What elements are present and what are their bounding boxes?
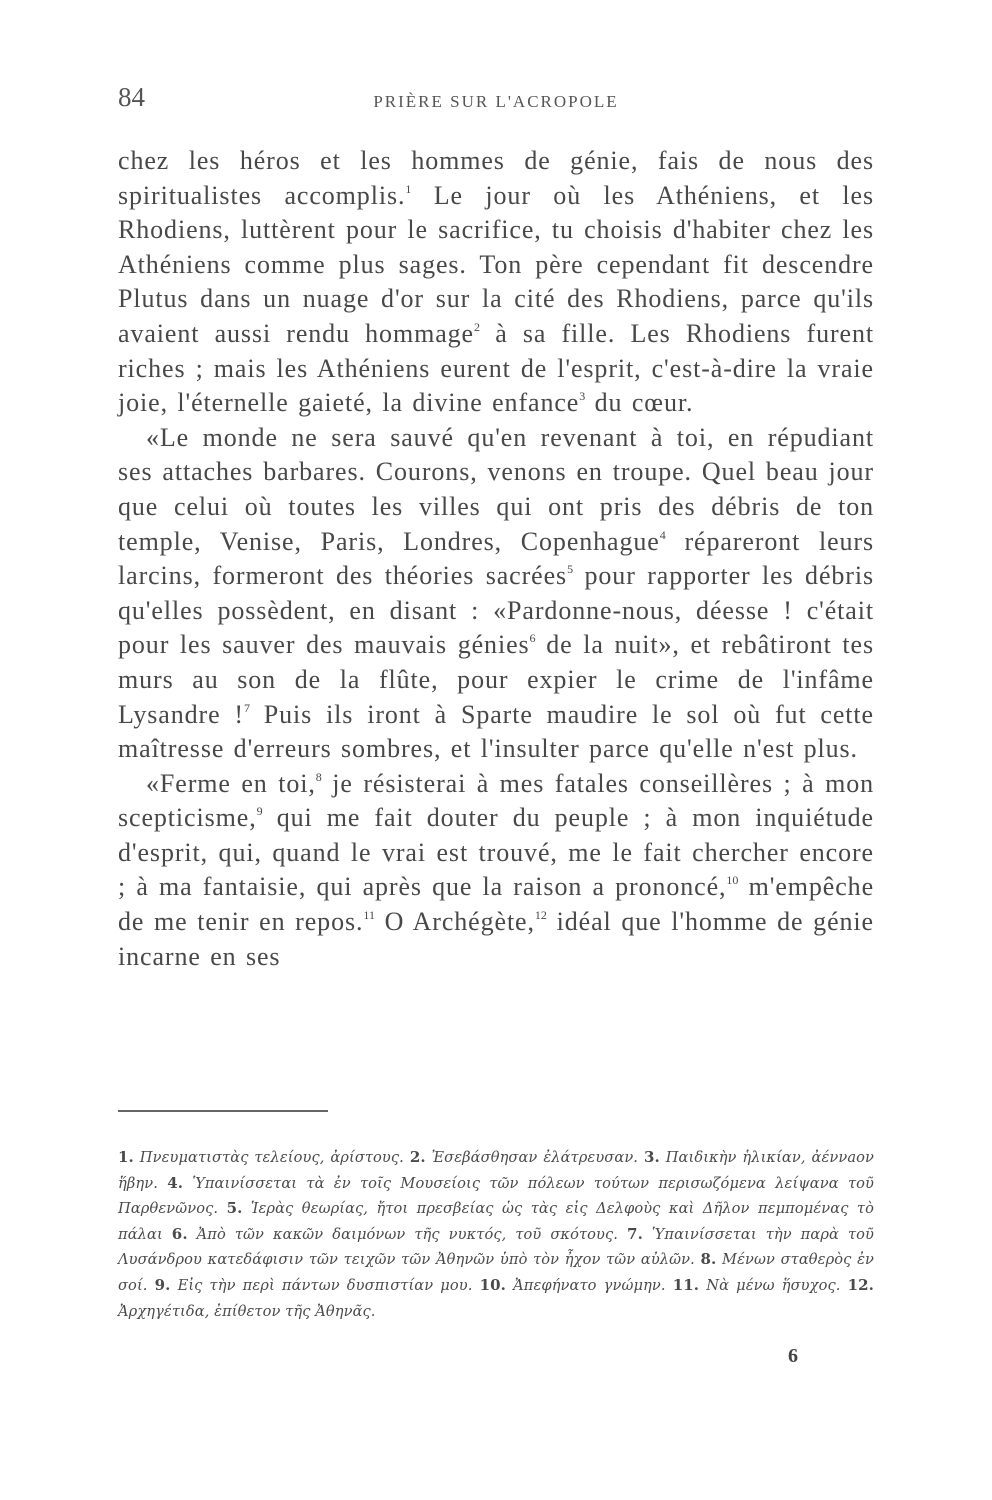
footnote-ref: 10 — [726, 873, 739, 888]
footnote-ref: 2 — [474, 319, 480, 334]
footnote: 2. Ἐσεβάσθησαν ἐλάτρευσαν. — [409, 1148, 644, 1166]
paragraph: chez les héros et les hommes de génie, fais de nous des spiritualistes accomplis.$^1$ Le jour où les Athéniens, et les Rhodiens, luttèrent pour le sacrifice, tu choisis d'habiter chez les Athéniens comme plus sages. Ton père cependant fit descendre Plutus dans un nuage d'or sur la cité des Rhodiens, parce qu'ils avaient aussi rendu hommage$^2$ à sa fille. Les Rhodiens furent riches ; mais les Athéniens eurent de l'esprit, c'est-à-dire la vraie joie, l'éternelle gaieté, la divine enfance$^3$ du cœur. — [118, 146, 875, 418]
footnote-ref: 3 — [579, 389, 586, 404]
footnote: 1. Πνευματιστὰς τελείους, ἀρίστους. — [118, 1148, 410, 1166]
footnotes — [118, 1145, 874, 1324]
footnote: 5. Ἱερὰς θεωρίας, ἤτοι πρεσβείας ὡς τὰς εἰς Δελφοὺς καὶ Δῆλον πεμπομένας τὸ πάλαι — [118, 1199, 874, 1243]
page-header — [118, 82, 874, 122]
footnote: 8. Μένων σταθερὸς ἐν σοί. — [118, 1250, 874, 1294]
footnote: 4. Ὑπαινίσσεται τὰ ἐν τοῖς Μουσείοις τῶν πόλεων τούτων περισωζόμενα λείψανα τοῦ Παρθενῶνος. — [118, 1173, 874, 1218]
footnote: 7. Ὑπαινίσσεται τὴν παρὰ τοῦ Λυσάνδρου κατεδάφισιν τῶν τειχῶν τῶν Ἀθηνῶν ὑπὸ τὸν ἦχον τῶν αὐλῶν. — [118, 1224, 874, 1269]
footnote: 6. Ἀπὸ τῶν κακῶν δαιμόνων τῆς νυκτός, τοῦ σκότους. — [171, 1224, 628, 1243]
footnote-ref: 12 — [534, 908, 547, 923]
footnote: 11. Νὰ μένω ἥσυχος. — [672, 1275, 848, 1294]
footnote-ref: 8 — [315, 769, 322, 784]
footnote: 3. Παιδικὴν ἡλικίαν, ἀέννaον ἥβην. — [118, 1148, 874, 1192]
footnote-ref: 9 — [256, 804, 263, 819]
footnote: 9. Εἰς τὴν περὶ πάντων δυσπιστίαν μου. — [154, 1275, 480, 1294]
footnote: 12. Ἀρχηγέτιδα, ἐπίθετον τῆς Ἀθηνᾶς. — [118, 1275, 874, 1320]
running-head: PRIÈRE SUR L'ACROPOLE — [373, 92, 619, 111]
paragraph: «Le monde ne sera sauvé qu'en revenant à toi, en répudiant ses attaches barbares. Courons, venons en troupe. Quel beau jour que celui où toutes les villes qui ont pris des débris de ton temple, Venise, Paris, Londres, Copenhague$^4$ répareront leurs larcins, formeront des théories sacrées$^5$ pour rapporter les débris qu'elles possèdent, en disant : «Pardonne-nous, déesse ! c'était pour les sauver des mauvais génies$^6$ de la nuit», et rebâtiront tes murs au son de la flûte, pour expier le crime de l'infâme Lysandre !$^7$ Puis ils iront à Sparte maudire le sol où fut cette maîtresse d'erreurs sombres, et l'insulter parce qu'elle n'est plus. — [118, 422, 874, 764]
page-number: 84 — [118, 82, 145, 112]
footnote-divider — [118, 1110, 328, 1112]
paragraph: «Ferme en toi,$^8$ je résisterai à mes fatales conseillères ; à mon scepticisme,$^9$ qui me fait douter du peuple ; à mon inquiétude d'esprit, qui, quand le vrai est trouvé, me le fait chercher encore ; à ma fantaisie, qui après que la raison a prononcé,$^{10}$ m'empêche de me tenir en repos.$^{11}$ O Archégète,$^{12}$ idéal que l'homme de génie incarne en ses — [118, 768, 875, 971]
footnote: 10. Ἀπεφήνατο γνώμην. — [479, 1275, 673, 1294]
footnote-ref: 6 — [529, 631, 536, 646]
footnote-ref: 1 — [405, 181, 412, 196]
footnote-ref: 4 — [659, 527, 666, 542]
footnote-ref: 7 — [243, 700, 250, 715]
signature-mark: 6 — [788, 1345, 798, 1367]
footnote-ref: 5 — [567, 562, 574, 577]
body-text — [118, 144, 874, 974]
footnote-ref: 11 — [363, 908, 375, 923]
